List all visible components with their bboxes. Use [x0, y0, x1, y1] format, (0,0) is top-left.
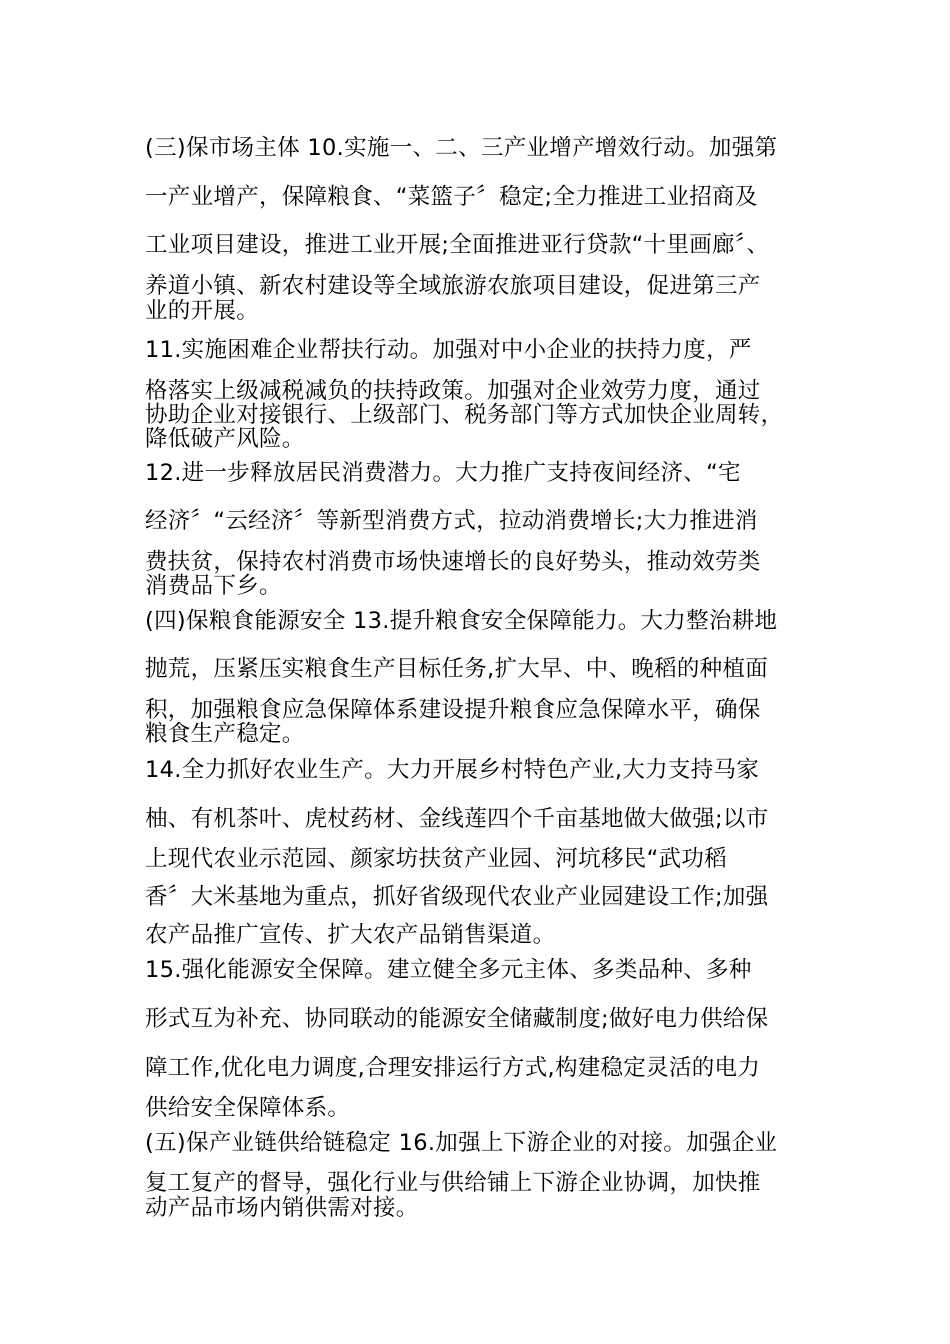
text-line: 12.进一步释放居民消费潜力。大力推广支持夜间经济、“宅	[145, 460, 741, 486]
text-line: 消费品下乡。	[145, 573, 282, 599]
text-line: 形式互为补充、协同联动的能源安全储藏制度;做好电力供给保	[145, 1006, 769, 1032]
text-line: (五)保产业链供给链稳定 16.加强上下游企业的对接。加强企业	[145, 1130, 778, 1156]
text-line: 动产品市场内销供需对接。	[145, 1195, 419, 1221]
text-line: 15.强化能源安全保障。建立健全多元主体、多类品种、多种	[145, 957, 752, 983]
text-line: 经济〞“云经济〞等新型消费方式，拉动消费增长;大力推进消	[145, 508, 758, 534]
text-line: 上现代农业示范园、颜家坊扶贫产业园、河坑移民“武功稻	[145, 846, 727, 872]
text-line: 复工复产的督导，强化行业与供给铺上下游企业协调，加快推	[145, 1170, 761, 1196]
text-line: 一产业增产，保障粮食、“菜篮子〞稳定;全力推进工业招商及	[145, 184, 758, 210]
text-line: 农产品推广宣传、扩大农产品销售渠道。	[145, 922, 556, 948]
text-line: (四)保粮食能源安全 13.提升粮食安全保障能力。大力整治耕地	[145, 608, 778, 634]
text-line: 积，加强粮食应急保障体系建设提升粮食应急保障水平，确保	[145, 697, 761, 723]
text-line: (三)保市场主体 10.实施一、二、三产业增产增效行动。加强第	[145, 135, 778, 161]
text-line: 14.全力抓好农业生产。大力开展乡村特色产业,大力支持马家	[145, 757, 760, 783]
text-line: 格落实上级减税减负的扶持政策。加强对企业效劳力度，通过	[145, 378, 761, 404]
text-line: 养道小镇、新农村建设等全域旅游农旅项目建设，促进第三产	[145, 273, 761, 299]
text-line: 抛荒，压紧压实粮食生产目标任务,扩大早、中、晚稻的种植面	[145, 656, 769, 682]
text-line: 粮食生产稳定。	[145, 721, 305, 747]
text-line: 障工作,优化电力调度,合理安排运行方式,构建稳定灵活的电力	[145, 1055, 761, 1081]
text-line: 降低破产风险。	[145, 426, 305, 452]
text-line: 费扶贫，保持农村消费市场快速增长的良好势头，推动效劳类	[145, 549, 761, 575]
text-line: 香〞大米基地为重点，抓好省级现代农业产业园建设工作;加强	[145, 884, 769, 910]
text-line: 供给安全保障体系。	[145, 1095, 351, 1121]
text-line: 柚、有机茶叶、虎杖药材、金线莲四个千亩基地做大做强;以市	[145, 806, 769, 832]
text-line: 协助企业对接银行、上级部门、税务部门等方式加快企业周转，	[145, 402, 784, 428]
text-line: 业的开展。	[145, 298, 260, 324]
text-line: 11.实施困难企业帮扶行动。加强对中小企业的扶持力度，严	[145, 337, 752, 363]
text-line: 工业项目建设，推进工业开展;全面推进亚行贷款“十里画廊〞、	[145, 232, 770, 258]
